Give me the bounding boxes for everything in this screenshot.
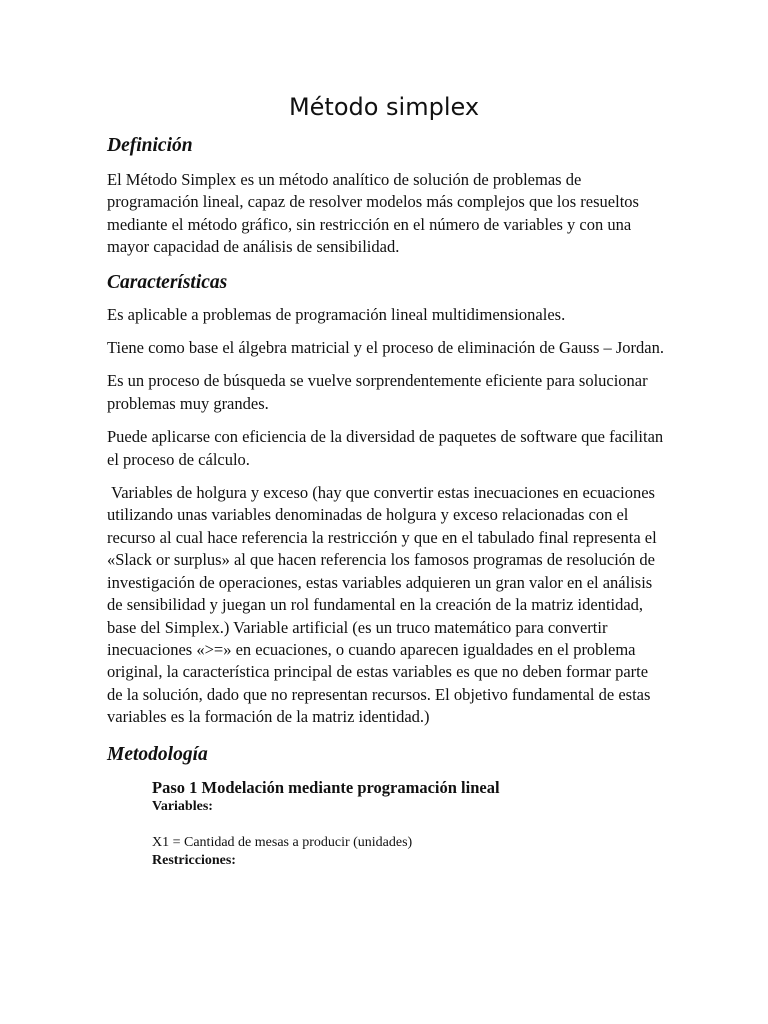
caracteristica-paragraph: Puede aplicarse con eficiencia de la diversidad de paquetes de software que facilitan el proceso de cálculo. [107,427,664,469]
variables-label: Variables: [152,798,213,814]
caracteristica-paragraph: Tiene como base el álgebra matricial y el proceso de eliminación de Gauss – Jordan. [107,338,665,358]
caracteristica-paragraph: Es aplicable a problemas de programación lineal multidimensionales. [107,304,566,324]
heading-metodologia: Metodología [107,743,208,765]
document-body [107,133,667,870]
variable-x1: X1 = Cantidad de mesas a producir (unidades) [152,834,413,850]
step-1-title: Paso 1 Modelación mediante programación lineal [152,777,500,797]
restricciones-label: Restricciones: [152,852,236,868]
caracteristica-paragraph: Es un proceso de búsqueda se vuelve sorprendentemente eficiente para solucionar problemas muy grandes. [107,371,648,413]
heading-caracteristicas: Características [107,271,228,293]
page-title: Método simplex [288,93,480,121]
heading-definicion: Definición [107,135,193,156]
blank-line [152,816,667,834]
caracteristica-paragraph: Variables de holgura y exceso (hay que convertir estas inecuaciones en ecuaciones utilizando unas variables denominadas de holgura y exceso relacionadas con el recurso al cual hace referencia la restricción y que en el tabulado final representa el «Slack or surplus» al que hacen referencia los famosos programas de resolución de investigación de operaciones, estas variables adquieren un gran valor en el análisis de sensibilidad y juegan un rol fundamental en la creación de la matriz identidad, base del Simplex.) Variable artificial (es un truco matemático para convertir inecuaciones «>=» en ecuaciones, o cuando aparecen igualdades en el problema original, la característica principal de estas variables es que no deben formar parte de la solución, dado que no representan recursos. El objetivo fundamental de estas variables es la formación de la matriz identidad.) [107,483,661,727]
step-1-block [107,778,667,870]
definicion-paragraph: El Método Simplex es un método analítico de solución de problemas de programación lineal, capaz de resolver modelos más complejos que los resueltos mediante el método gráfico, sin restricción en el número de variables y con una mayor capacidad de análisis de sensibilidad. [107,170,639,257]
